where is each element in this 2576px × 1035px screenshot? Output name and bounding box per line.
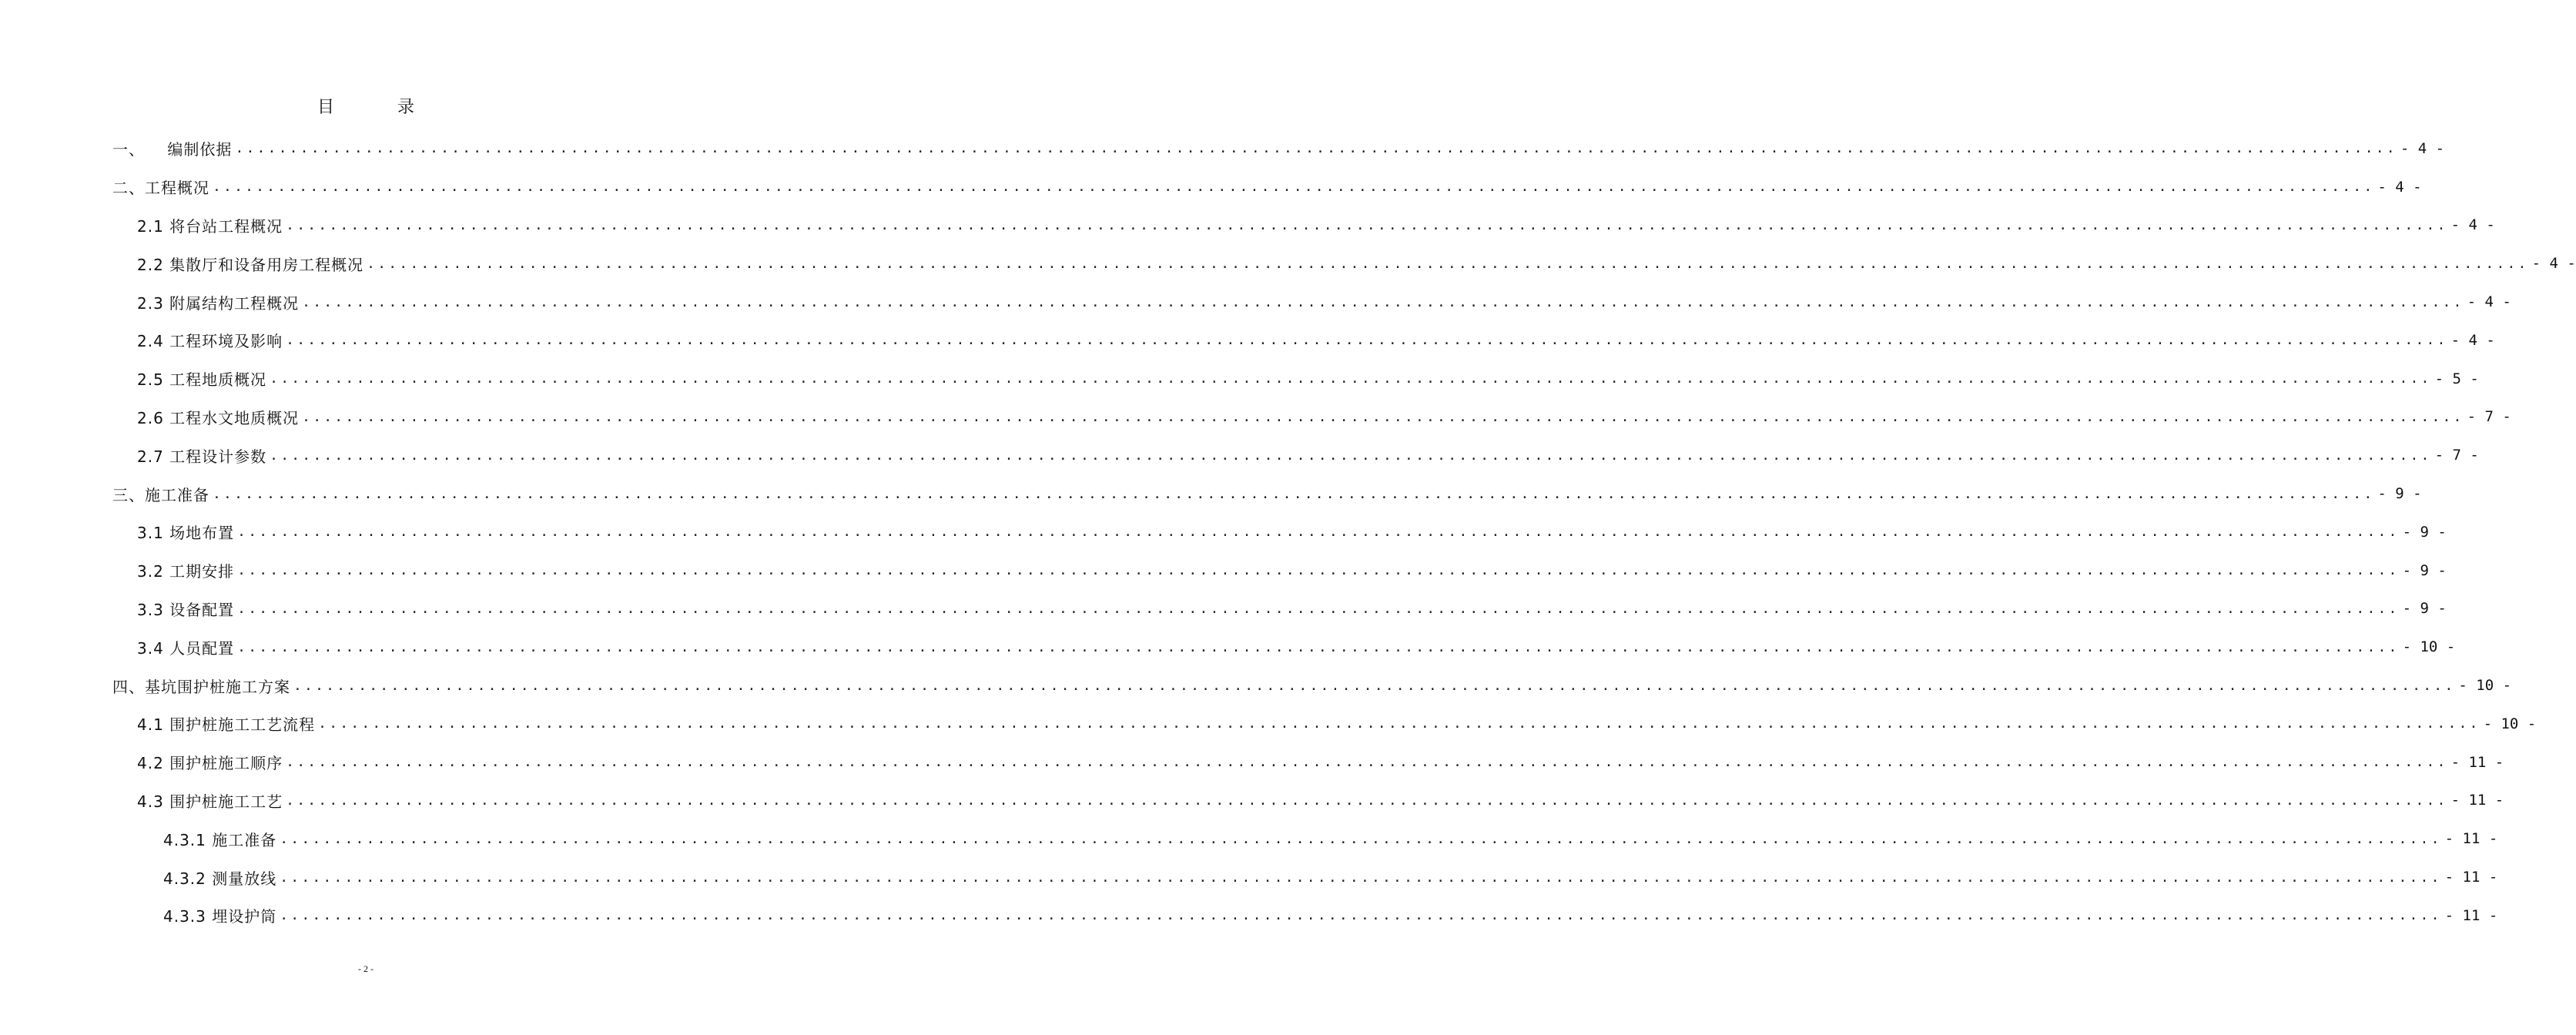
toc-entry[interactable] (0, 819, 2498, 858)
toc-dot-leader: ........................................................................................................................................................................................................ (318, 715, 2481, 732)
toc-dot-leader: ........................................................................................................................................................................................................ (286, 332, 2448, 349)
toc-entry[interactable] (0, 321, 2495, 360)
toc-entry-page-number: - 7 - (2467, 408, 2511, 426)
toc-dot-leader: ........................................................................................................................................................................................................ (302, 293, 2464, 310)
toc-entry[interactable] (0, 436, 2479, 474)
toc-entry[interactable] (0, 705, 2537, 743)
toc-entry-label: 三、施工准备 (112, 485, 209, 504)
toc-entry-label: 2.7 工程设计参数 (137, 447, 267, 466)
toc-dot-leader: ........................................................................................................................................................................................................ (280, 830, 2442, 847)
toc-entry-page-number: - 11 - (2444, 869, 2498, 886)
toc-entry-label: 2.1 将台站工程概况 (137, 216, 283, 236)
toc-entry-page-number: - 10 - (2458, 677, 2512, 695)
page-number-footer: - 2 - (358, 963, 374, 974)
toc-entry-page-number: - 9 - (2402, 561, 2447, 579)
toc-entry[interactable] (0, 474, 2422, 513)
toc-entry-label: 4.3.3 埋设护筒 (163, 907, 277, 926)
toc-entry-label: 3.3 设备配置 (137, 600, 235, 619)
page-title: 目 录 (317, 98, 437, 117)
toc-entry-page-number: - 4 - (2400, 139, 2445, 157)
toc-entry[interactable] (0, 283, 2511, 321)
toc-entry[interactable] (0, 551, 2447, 590)
toc-entry-label: 一、 编制依据 (112, 140, 233, 159)
toc-dot-leader: ........................................................................................................................................................................................................ (213, 485, 2375, 502)
toc-dot-leader: ........................................................................................................................................................................................................ (235, 140, 2397, 157)
toc-entry-page-number: - 9 - (2402, 600, 2447, 618)
toc-entry-label: 2.2 集散厅和设备用房工程概况 (137, 255, 364, 274)
toc-entry-page-number: - 9 - (2402, 523, 2447, 541)
table-of-contents (0, 129, 2576, 935)
toc-dot-leader: ........................................................................................................................................................................................................ (286, 754, 2448, 771)
toc-entry-label: 2.3 附属结构工程概况 (137, 293, 300, 313)
toc-dot-leader: ........................................................................................................................................................................................................ (302, 408, 2464, 425)
toc-entry-label: 四、基坑围护桩施工方案 (112, 677, 290, 696)
toc-entry-page-number: - 5 - (2434, 370, 2479, 387)
toc-entry-label: 4.2 围护桩施工顺序 (137, 754, 283, 773)
toc-dot-leader: ........................................................................................................................................................................................................ (280, 869, 2442, 886)
toc-entry-page-number: - 10 - (2402, 638, 2456, 656)
toc-entry[interactable] (0, 858, 2498, 896)
toc-entry-page-number: - 11 - (2450, 753, 2504, 771)
toc-entry-label: 4.3.2 测量放线 (163, 869, 277, 888)
toc-entry[interactable] (0, 513, 2447, 551)
toc-entry-page-number: - 10 - (2483, 715, 2537, 732)
toc-dot-leader: ........................................................................................................................................................................................................ (286, 792, 2448, 809)
toc-dot-leader: ........................................................................................................................................................................................................ (237, 638, 2400, 655)
toc-entry-label: 2.5 工程地质概况 (137, 370, 267, 390)
toc-entry[interactable] (0, 244, 2576, 283)
toc-entry[interactable] (0, 782, 2504, 820)
toc-entry-label: 二、工程概况 (112, 179, 209, 198)
toc-entry[interactable] (0, 896, 2498, 935)
toc-entry-label: 4.3.1 施工准备 (163, 830, 277, 849)
toc-dot-leader: ........................................................................................................................................................................................................ (270, 447, 2432, 464)
toc-entry-label: 3.4 人员配置 (137, 638, 235, 658)
toc-dot-leader: ........................................................................................................................................................................................................ (286, 216, 2448, 233)
toc-entry[interactable] (0, 743, 2504, 782)
toc-entry-label: 4.3 围护桩施工工艺 (137, 792, 283, 811)
toc-dot-leader: ........................................................................................................................................................................................................ (270, 370, 2432, 387)
toc-entry-page-number: - 11 - (2444, 906, 2498, 924)
toc-entry[interactable] (0, 129, 2445, 168)
toc-entry-label: 3.1 场地布置 (137, 524, 235, 543)
toc-dot-leader: ........................................................................................................................................................................................................ (213, 179, 2375, 196)
toc-entry[interactable] (0, 398, 2511, 437)
toc-dot-leader: ........................................................................................................................................................................................................ (367, 255, 2529, 272)
toc-entry-label: 2.6 工程水文地质概况 (137, 408, 300, 427)
toc-entry-label: 3.2 工期安排 (137, 562, 235, 581)
toc-entry[interactable] (0, 206, 2495, 245)
toc-entry[interactable] (0, 168, 2422, 206)
toc-entry-page-number: - 9 - (2377, 485, 2422, 503)
toc-entry-page-number: - 4 - (2467, 293, 2511, 311)
toc-entry[interactable] (0, 590, 2447, 628)
toc-entry[interactable] (0, 666, 2512, 705)
toc-dot-leader: ........................................................................................................................................................................................................ (237, 524, 2400, 541)
toc-entry-page-number: - 11 - (2444, 830, 2498, 848)
toc-entry-page-number: - 4 - (2450, 331, 2495, 349)
toc-entry[interactable] (0, 628, 2456, 666)
toc-entry[interactable] (0, 360, 2479, 398)
toc-dot-leader: ........................................................................................................................................................................................................ (237, 600, 2400, 617)
toc-dot-leader: ........................................................................................................................................................................................................ (280, 907, 2442, 924)
toc-entry-page-number: - 4 - (2377, 178, 2422, 196)
toc-entry-label: 4.1 围护桩施工工艺流程 (137, 715, 316, 735)
toc-entry-page-number: - 7 - (2434, 447, 2479, 464)
toc-entry-label: 2.4 工程环境及影响 (137, 332, 283, 351)
toc-entry-page-number: - 11 - (2450, 792, 2504, 809)
toc-dot-leader: ........................................................................................................................................................................................................ (293, 677, 2456, 694)
toc-entry-page-number: - 4 - (2450, 216, 2495, 234)
toc-entry-page-number: - 4 - (2531, 255, 2576, 273)
toc-dot-leader: ........................................................................................................................................................................................................ (237, 562, 2400, 579)
